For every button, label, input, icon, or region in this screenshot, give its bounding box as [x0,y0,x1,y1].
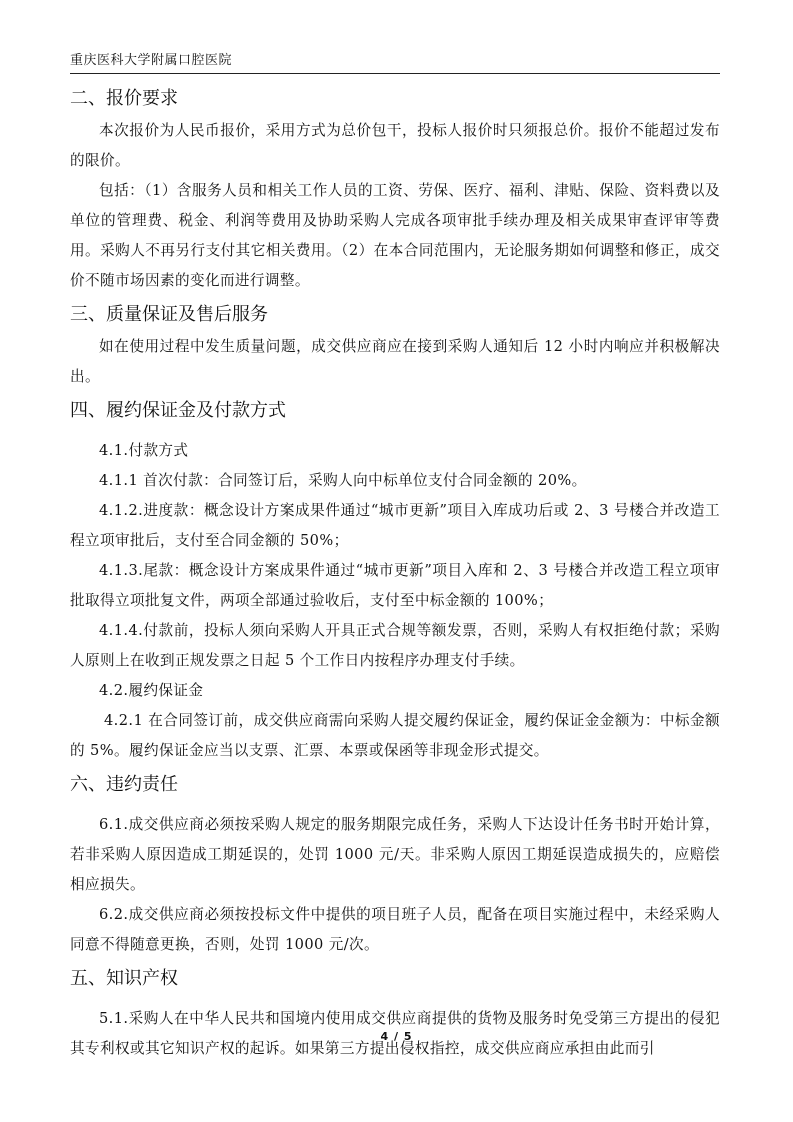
paragraph: 6.1.成交供应商必须按采购人规定的服务期限完成任务，采购人下达设计任务书时开始计算，若非采购人原因造成工期延误的，处罚 1000 元/天。非采购人原因工期延误造成损失的，应赔偿相应损失。 [70,816,720,893]
paragraph: 本次报价为人民币报价，采用方式为总价包干，投标人报价时只须报总价。报价不能超过发布的限价。 [70,122,720,169]
document-header: 重庆医科大学附属口腔医院 [70,53,233,68]
paragraph: 4.1.1 首次付款：合同签订后，采购人向中标单位支付合同金额的 20%。 [99,472,587,489]
paragraph: 包括：（1）含服务人员和相关工作人员的工资、劳保、医疗、福利、津贴、保险、资料费以及单位的管理费、税金、利润等费用及协助采购人完成各项审批手续办理及相关成果审查评审等费用。采购人不再另行支付其它相关费用。（2）在本合同范围内，无论服务期如何调整和修正，成交价不随市场因素的变化而进行调整。 [70,182,720,289]
section-heading: 六、违约责任 [70,774,178,795]
paragraph: 4.1.2.进度款：概念设计方案成果件通过“城市更新”项目入库成功后或 2、3 号楼合并改造工程立项审批后，支付至合同金额的 50%； [70,502,720,549]
paragraph: 4.2.履约保证金 [99,682,204,699]
paragraph: 4.1.3.尾款：概念设计方案成果件通过“城市更新”项目入库和 2、3 号楼合并改造工程立项审批取得立项批复文件，两项全部通过验收后，支付至中标金额的 100%； [70,562,720,609]
paragraph: 6.2.成交供应商必须按投标文件中提供的项目班子人员，配备在项目实施过程中，未经采购人同意不得随意更换，否则，处罚 1000 元/次。 [70,906,720,953]
paragraph: 4.1.付款方式 [99,442,189,459]
header-divider [70,73,720,74]
paragraph: 4.1.4.付款前，投标人须向采购人开具正式合规等额发票，否则，采购人有权拒绝付款；采购人原则上在收到正规发票之日起 5 个工作日内按程序办理支付手续。 [70,622,720,669]
document-body [70,84,720,1064]
section-heading: 五、知识产权 [70,968,178,989]
section-heading: 四、履约保证金及付款方式 [70,400,286,421]
paragraph: 4.2.1 在合同签订前，成交供应商需向采购人提交履约保证金，履约保证金金额为：中标金额的 5%。履约保证金应当以支票、汇票、本票或保函等非现金形式提交。 [70,712,720,759]
section-heading: 二、报价要求 [70,88,178,109]
paragraph: 如在使用过程中发生质量问题，成交供应商应在接到采购人通知后 12 小时内响应并积极解决出。 [70,338,720,385]
section-heading: 三、质量保证及售后服务 [70,304,268,325]
page-number: 4 / 5 [380,1030,413,1043]
paragraph: 5.1.采购人在中华人民共和国境内使用成交供应商提供的货物及服务时免受第三方提出的侵犯其专利权或其它知识产权的起诉。如果第三方提出侵权指控，成交供应商应承担由此而引 [70,1010,720,1057]
